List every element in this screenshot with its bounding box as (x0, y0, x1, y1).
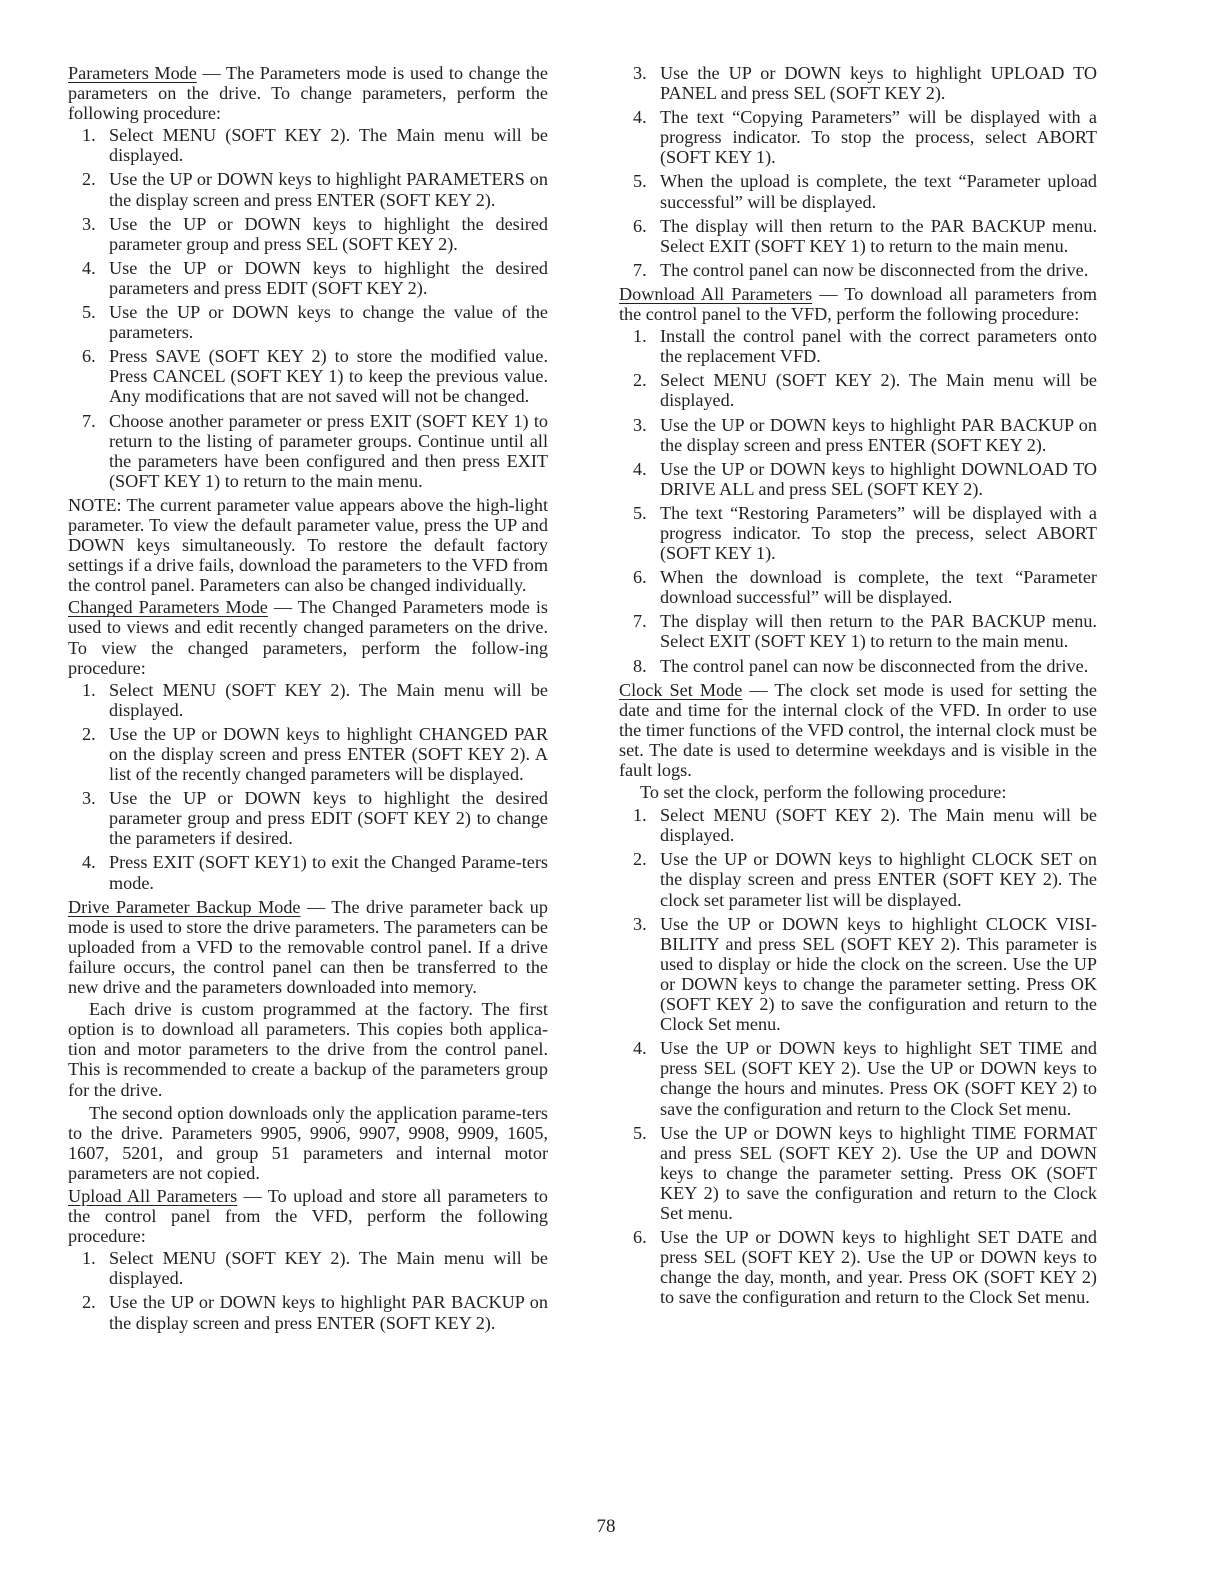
left-column (68, 63, 548, 1337)
backup-mode-body: — The drive parameter back up mode is used to store the drive parameters. The parameters can be uploaded from a VFD to the removable control panel. If a drive failure occurs, the control panel can then be transferred to the new drive and the parameters downloaded into memory. (68, 896, 548, 998)
step-number: 3. (82, 213, 96, 234)
step-text: Use the UP or DOWN keys to highlight PAR BACKUP on the display screen and press ENTER (SOFT KEY 2). (109, 1292, 548, 1333)
list-item (68, 125, 548, 165)
step-number: 7. (633, 259, 647, 280)
changed-parameters-body: — The Changed Parameters mode is used to views and edit recently changed parameters on the drive. To view the changed parameters, perform the follow-ing procedure: (68, 597, 548, 678)
step-text: Use the UP or DOWN keys to highlight TIME FORMAT and press SEL (SOFT KEY 2). Use the UP and DOWN keys to change the parameter setting. Press OK (SOFT KEY 2) to save the configuration and return to the Clock Set menu. (660, 1122, 1097, 1223)
parameters-mode-body: — The Parameters mode is used to change the parameters on the drive. To change parameters, perform the following procedure: (68, 63, 548, 124)
step-number: 1. (633, 326, 647, 347)
parameters-note: NOTE: The current parameter value appears above the high-light parameter. To view the default parameter value, press the UP and DOWN keys simultaneously. To restore the default factory settings if a drive fails, download the parameters to the VFD from the control panel. Parameters can also be changed individually. (68, 494, 548, 596)
list-item (619, 1038, 1097, 1118)
step-text: The text “Restoring Parameters” will be displayed with a progress indicator. To stop the precess, select ABORT (SOFT KEY 1). (660, 502, 1097, 564)
list-item (68, 788, 548, 848)
step-text: Use the UP or DOWN keys to highlight CLOCK VISI-BILITY and press SEL (SOFT KEY 2). This parameter is used to display or hide the clock on the screen. Use the UP or DOWN keys to change the parameter setting. Press OK (SOFT KEY 2) to save the configuration and return to the Clock Set menu. (660, 913, 1097, 1035)
list-item (619, 656, 1097, 676)
list-item (619, 415, 1097, 455)
step-number: 3. (633, 913, 647, 934)
list-item (68, 411, 548, 491)
download-all-paragraph (619, 284, 1097, 324)
step-text: Press EXIT (SOFT KEY1) to exit the Changed Parame-ters mode. (109, 852, 548, 893)
step-text: Select MENU (SOFT KEY 2). The Main menu will be displayed. (109, 125, 548, 166)
step-number: 7. (82, 410, 96, 431)
list-item (619, 567, 1097, 607)
clock-set-intro: To set the clock, perform the following procedure: (640, 782, 1007, 803)
step-text: Use the UP or DOWN keys to highlight the desired parameter group and press SEL (SOFT KEY 2). (109, 213, 548, 254)
step-number: 6. (633, 567, 647, 588)
step-text: Use the UP or DOWN keys to highlight DOWNLOAD TO DRIVE ALL and press SEL (SOFT KEY 2). (660, 458, 1097, 499)
list-item (619, 914, 1097, 1035)
step-number: 4. (633, 107, 647, 128)
page-number: 78 (596, 1516, 616, 1537)
download-all-body: — To download all parameters from the control panel to the VFD, perform the following procedure: (619, 283, 1098, 325)
changed-parameters-steps (68, 680, 548, 893)
list-item (619, 1227, 1097, 1307)
list-item (619, 326, 1097, 366)
step-text: Use the UP or DOWN keys to highlight PARAMETERS on the display screen and press ENTER (SOFT KEY 2). (109, 169, 548, 210)
step-number: 1. (82, 125, 96, 146)
list-item (68, 680, 548, 720)
step-number: 6. (633, 1227, 647, 1248)
download-all-heading: Download All Parameters (619, 283, 813, 304)
step-number: 4. (633, 1038, 647, 1059)
list-item (619, 260, 1097, 280)
upload-all-steps-continued (619, 63, 1097, 280)
list-item (619, 503, 1097, 563)
step-number: 1. (82, 1248, 96, 1269)
list-item (68, 214, 548, 254)
step-number: 3. (633, 414, 647, 435)
step-text: Choose another parameter or press EXIT (SOFT KEY 1) to return to the listing of parameter groups. Continue until all the parameters have been configured and then press EXIT (SOFT KEY 1) to return to the main menu. (109, 410, 548, 491)
step-text: Install the control panel with the correct parameters onto the replacement VFD. (660, 326, 1097, 367)
backup-mode-para3: The second option downloads only the application parame-ters to the drive. Parameters 9905, 9906, 9907, 9908, 9909, 1605, 1607, 5201, and group 51 parameters and internal motor parameters are not copied. (68, 1102, 548, 1183)
list-item (68, 302, 548, 342)
step-number: 5. (633, 1122, 647, 1143)
step-number: 2. (82, 723, 96, 744)
step-number: 1. (633, 805, 647, 826)
step-number: 2. (633, 370, 647, 391)
step-number: 8. (633, 655, 647, 676)
step-number: 2. (82, 169, 96, 190)
step-text: When the download is complete, the text “Parameter download successful” will be displayed. (660, 567, 1097, 608)
step-text: Use the UP or DOWN keys to highlight SET TIME and press SEL (SOFT KEY 2). Use the UP or DOWN keys to change the hours and minutes. Press OK (SOFT KEY 2) to save the configuration and return to the Clock Set menu. (660, 1038, 1097, 1119)
step-number: 3. (82, 788, 96, 809)
clock-set-body: — The clock set mode is used for setting the date and time for the internal clock of the VFD. In order to use the timer functions of the VFD control, the internal clock must be set. The date is used to determine weekdays and is visible in the fault logs. (619, 679, 1097, 780)
step-text: Use the UP or DOWN keys to highlight SET DATE and press SEL (SOFT KEY 2). Use the UP or DOWN keys to change the day, month, and year. Press OK (SOFT KEY 2) to save the configuration and return to the Clock Set menu. (660, 1227, 1097, 1308)
list-item (619, 459, 1097, 499)
right-column (619, 63, 1097, 1311)
step-number: 4. (82, 257, 96, 278)
step-number: 3. (633, 63, 647, 83)
clock-set-heading: Clock Set Mode (619, 679, 743, 700)
step-text: Use the UP or DOWN keys to change the value of the parameters. (109, 302, 548, 343)
step-text: Use the UP or DOWN keys to highlight CHANGED PAR on the display screen and press ENTER (SOFT KEY 2). A list of the recently changed parameters will be displayed. (109, 723, 548, 785)
list-item (619, 805, 1097, 845)
list-item (619, 370, 1097, 410)
clock-set-paragraph (619, 680, 1097, 780)
step-number: 5. (633, 502, 647, 523)
changed-parameters-paragraph (68, 597, 548, 677)
step-number: 1. (82, 679, 96, 700)
step-text: The text “Copying Parameters” will be displayed with a progress indicator. To stop the process, select ABORT (SOFT KEY 1). (660, 107, 1097, 168)
list-item (619, 849, 1097, 909)
parameters-mode-heading: Parameters Mode (68, 63, 197, 83)
parameters-mode-paragraph (68, 63, 548, 123)
step-number: 5. (82, 302, 96, 323)
step-text: Select MENU (SOFT KEY 2). The Main menu will be displayed. (109, 1248, 548, 1289)
upload-all-heading: Upload All Parameters (68, 1185, 238, 1206)
upload-all-steps (68, 1248, 548, 1332)
step-number: 4. (633, 458, 647, 479)
upload-all-body: — To upload and store all parameters to the control panel from the VFD, perform the following procedure: (68, 1185, 548, 1247)
list-item (619, 107, 1097, 167)
step-number: 7. (633, 611, 647, 632)
step-text: Use the UP or DOWN keys to highlight the desired parameter group and press EDIT (SOFT KEY 2) to change the parameters if desired. (109, 788, 548, 849)
download-all-steps (619, 326, 1097, 676)
list-item (619, 63, 1097, 103)
list-item (68, 258, 548, 298)
step-number: 2. (633, 849, 647, 870)
list-item (68, 1292, 548, 1332)
step-number: 6. (82, 346, 96, 367)
step-text: Use the UP or DOWN keys to highlight PAR BACKUP on the display screen and press ENTER (SOFT KEY 2). (660, 414, 1097, 455)
step-text: The control panel can now be disconnected from the drive. (660, 259, 1089, 280)
step-number: 2. (82, 1292, 96, 1313)
clock-set-steps (619, 805, 1097, 1307)
step-text: Select MENU (SOFT KEY 2). The Main menu will be displayed. (660, 805, 1097, 846)
changed-parameters-heading: Changed Parameters Mode (68, 597, 268, 618)
step-text: Use the UP or DOWN keys to highlight UPLOAD TO PANEL and press SEL (SOFT KEY 2). (660, 63, 1097, 104)
step-number: 4. (82, 852, 96, 873)
backup-mode-para2: Each drive is custom programmed at the factory. The first option is to download all parameters. This copies both applica-tion and motor parameters to the drive from the control panel. This is recommended to create a backup of the parameters group for the drive. (68, 999, 548, 1100)
list-item (68, 346, 548, 406)
list-item (619, 611, 1097, 651)
step-text: The control panel can now be disconnected from the drive. (660, 655, 1089, 676)
step-number: 5. (633, 171, 647, 192)
backup-mode-heading: Drive Parameter Backup Mode (68, 896, 301, 917)
step-text: The display will then return to the PAR BACKUP menu. Select EXIT (SOFT KEY 1) to return to the main menu. (660, 611, 1097, 652)
list-item (619, 171, 1097, 211)
step-text: Use the UP or DOWN keys to highlight the desired parameters and press EDIT (SOFT KEY 2). (109, 257, 548, 298)
step-text: When the upload is complete, the text “Parameter upload successful” will be displayed. (660, 171, 1097, 212)
step-text: Select MENU (SOFT KEY 2). The Main menu will be displayed. (660, 370, 1097, 411)
step-number: 6. (633, 215, 647, 236)
upload-all-paragraph (68, 1186, 548, 1246)
list-item (619, 1123, 1097, 1223)
list-item (68, 1248, 548, 1288)
backup-mode-paragraph (68, 897, 548, 997)
step-text: The display will then return to the PAR BACKUP menu. Select EXIT (SOFT KEY 1) to return to the main menu. (660, 215, 1097, 256)
list-item (619, 216, 1097, 256)
list-item (68, 724, 548, 784)
step-text: Press SAVE (SOFT KEY 2) to store the modified value. Press CANCEL (SOFT KEY 1) to keep the previous value. Any modifications that are not saved will not be changed. (109, 346, 548, 407)
list-item (68, 169, 548, 209)
step-text: Use the UP or DOWN keys to highlight CLOCK SET on the display screen and press ENTER (SOFT KEY 2). The clock set parameter list will be displayed. (660, 849, 1097, 910)
list-item (68, 852, 548, 892)
parameters-mode-steps (68, 125, 548, 491)
step-text: Select MENU (SOFT KEY 2). The Main menu will be displayed. (109, 679, 548, 720)
